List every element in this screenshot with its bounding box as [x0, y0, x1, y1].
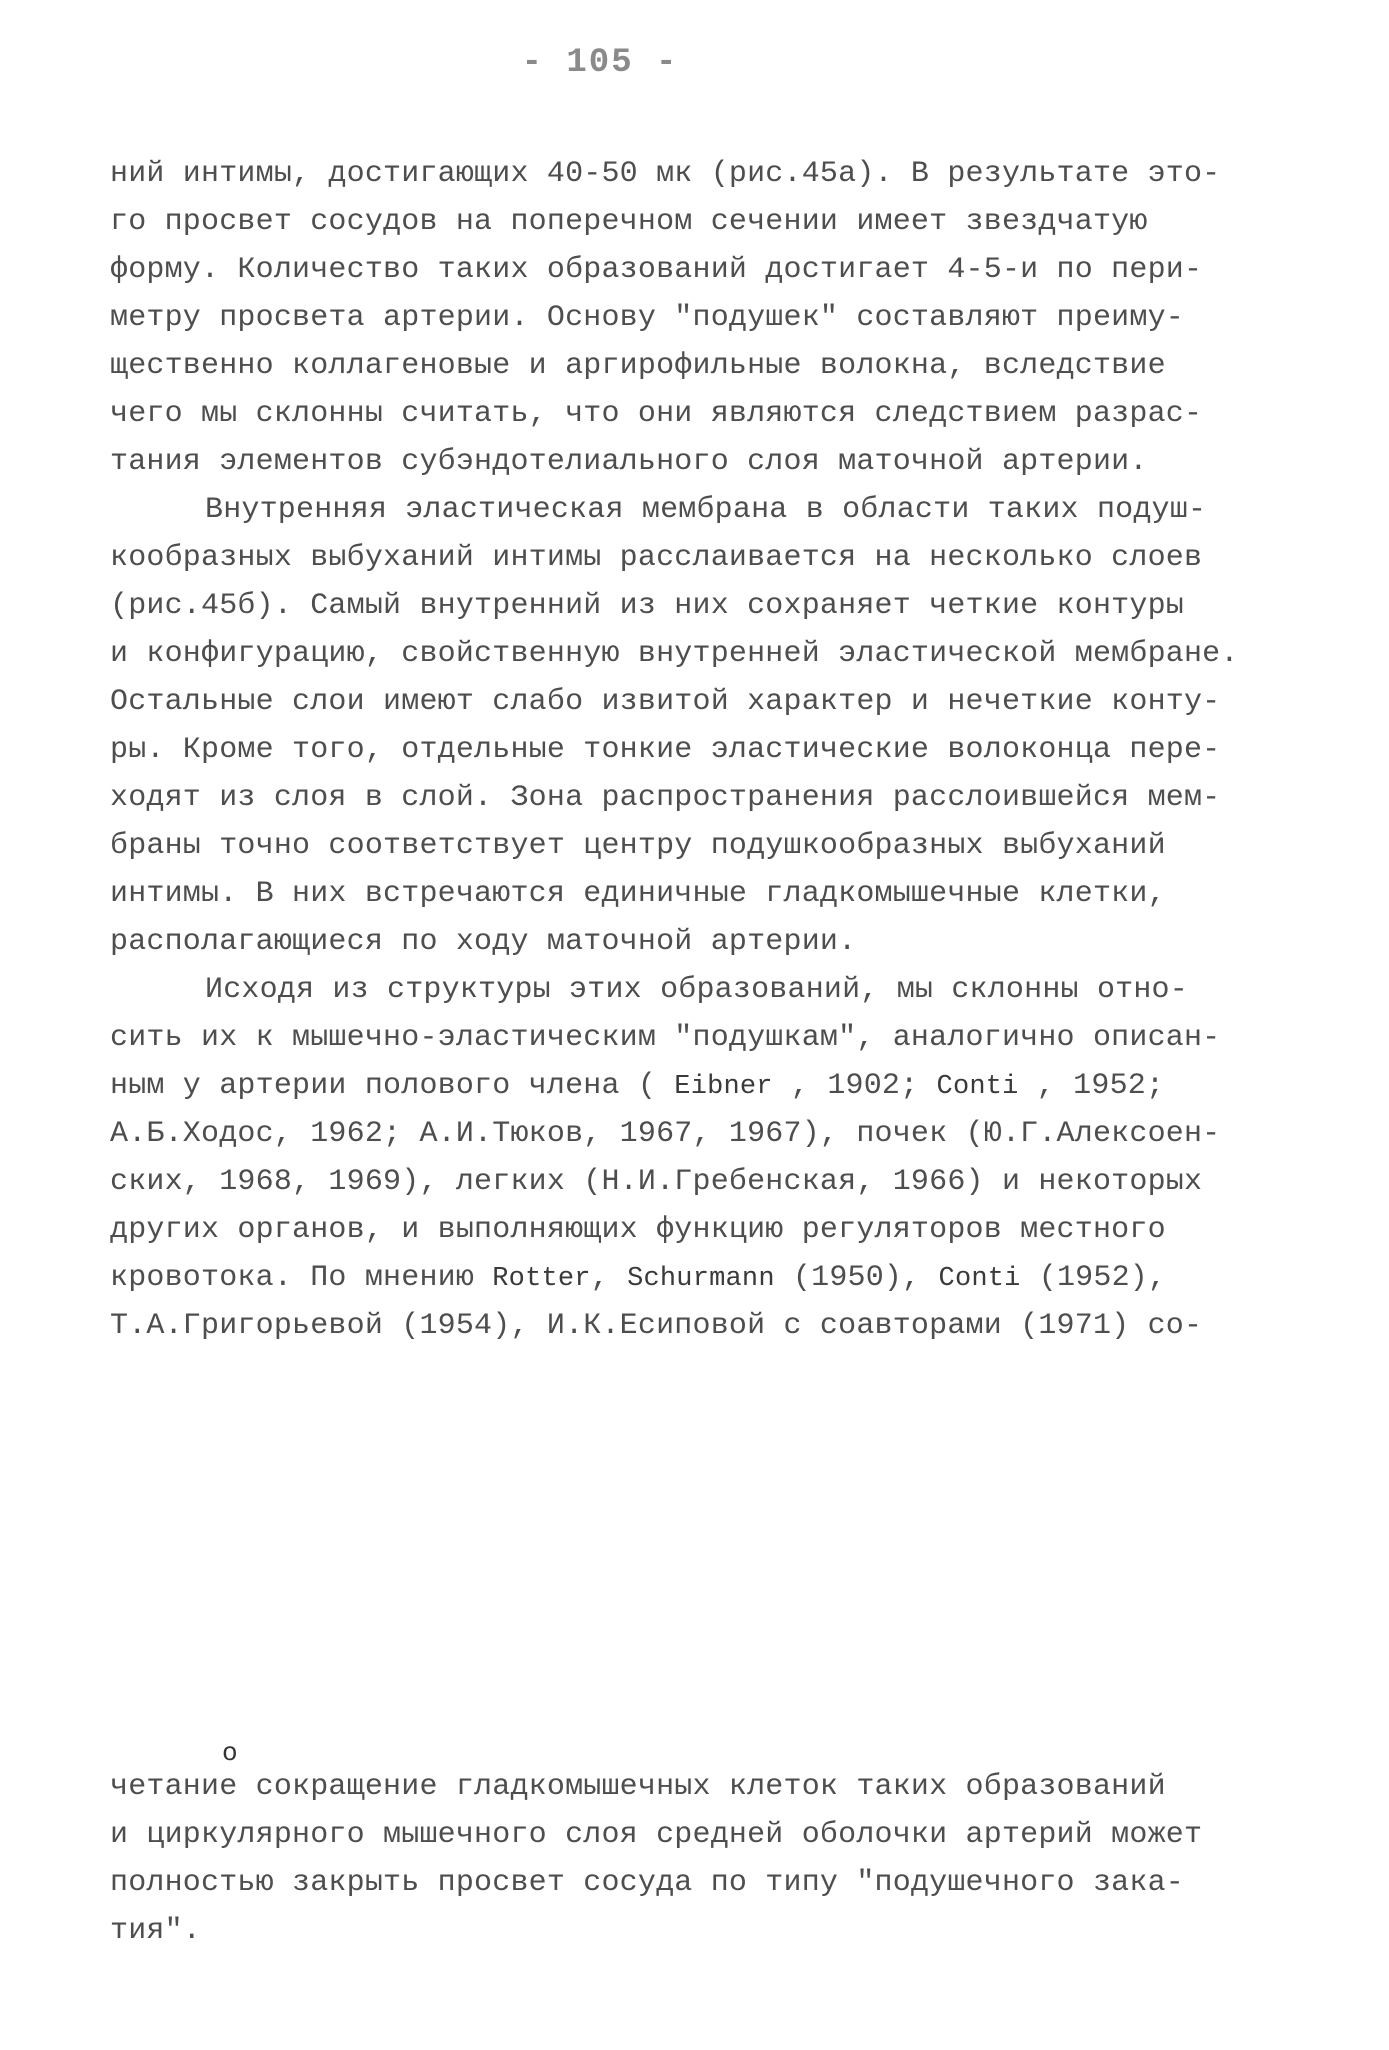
text-segment: ным у артерии полового члена (	[110, 1069, 657, 1103]
author-name: Eibner	[674, 1072, 773, 1102]
text-line: тия".	[110, 1914, 202, 1948]
text-line: ний интимы, достигающих 40-50 мк (рис.45а). В результате это-	[110, 157, 1221, 191]
author-name: Schurmann	[627, 1264, 775, 1294]
text-line: метру просвета артерии. Основу "подушек" составляют преиму-	[110, 301, 1184, 335]
text-line: Остальные слои имеют слабо извитой характер и нечеткие конту-	[110, 685, 1221, 719]
text-line: (рис.45б). Самый внутренний из них сохраняет четкие контуры	[110, 589, 1184, 623]
text-line: Исходя из структуры этих образований, мы склонны отно-	[205, 973, 1188, 1007]
text-line: ских, 1968, 1969), легких (Н.И.Гребенская, 1966) и некоторых	[110, 1165, 1203, 1199]
text-line: кообразных выбуханий интимы расслаивается на несколько слоев	[110, 541, 1203, 575]
text-line: и конфигурацию, свойственную внутренней эластической мембране.	[110, 637, 1239, 671]
author-name: Rotter	[492, 1264, 591, 1294]
text-line: сить их к мышечно-эластическим "подушкам", аналогично описан-	[110, 1021, 1221, 1055]
text-segment: , 1902;	[790, 1069, 919, 1103]
text-line: браны точно соответствует центру подушкообразных выбуханий	[110, 829, 1166, 863]
text-line	[110, 1069, 1164, 1103]
text-line: го просвет сосудов на поперечном сечении имеет звездчатую	[110, 205, 1148, 239]
text-segment: , 1952;	[1036, 1069, 1165, 1103]
text-line: полностью закрыть просвет сосуда по типу "подушечного зака-	[110, 1866, 1184, 1900]
text-segment: (1952),	[1038, 1261, 1167, 1295]
text-line: тания элементов субэндотелиального слоя маточной артерии.	[110, 445, 1148, 479]
text-line: форму. Количество таких образований достигает 4-5-и по пери-	[110, 253, 1203, 287]
text-line	[110, 1261, 1166, 1295]
text-segment: ,	[590, 1261, 609, 1295]
text-line: чего мы склонны считать, что они являются следствием разрас-	[110, 397, 1203, 431]
correction-mark: o	[222, 1738, 238, 1768]
text-line: располагающиеся по ходу маточной артерии.	[110, 925, 857, 959]
author-name: Conti	[938, 1264, 1021, 1294]
text-line: Т.А.Григорьевой (1954), И.К.Есиповой с соавторами (1971) со-	[110, 1309, 1203, 1343]
text-line: А.Б.Ходос, 1962; А.И.Тюков, 1967, 1967), почек (Ю.Г.Алексоен-	[110, 1117, 1221, 1151]
text-line: интимы. В них встречаются единичные гладкомышечные клетки,	[110, 877, 1166, 911]
text-line: Внутренняя эластическая мембрана в области таких подуш-	[205, 493, 1207, 527]
author-name: Conti	[936, 1072, 1019, 1102]
text-segment: (1950),	[792, 1261, 921, 1295]
text-segment: кровотока. По мнению	[110, 1261, 475, 1295]
page-number: - 105 -	[521, 44, 679, 82]
text-line: четание сокращение гладкомышечных клеток таких образований	[110, 1770, 1166, 1804]
text-line: и циркулярного мышечного слоя средней оболочки артерий может	[110, 1818, 1203, 1852]
text-line: щественно коллагеновые и аргирофильные волокна, вследствие	[110, 349, 1166, 383]
text-line: ры. Кроме того, отдельные тонкие эластические волоконца пере-	[110, 733, 1221, 767]
text-line: ходят из слоя в слой. Зона распространения расслоившейся мем-	[110, 781, 1221, 815]
text-line: других органов, и выполняющих функцию регуляторов местного	[110, 1213, 1166, 1247]
